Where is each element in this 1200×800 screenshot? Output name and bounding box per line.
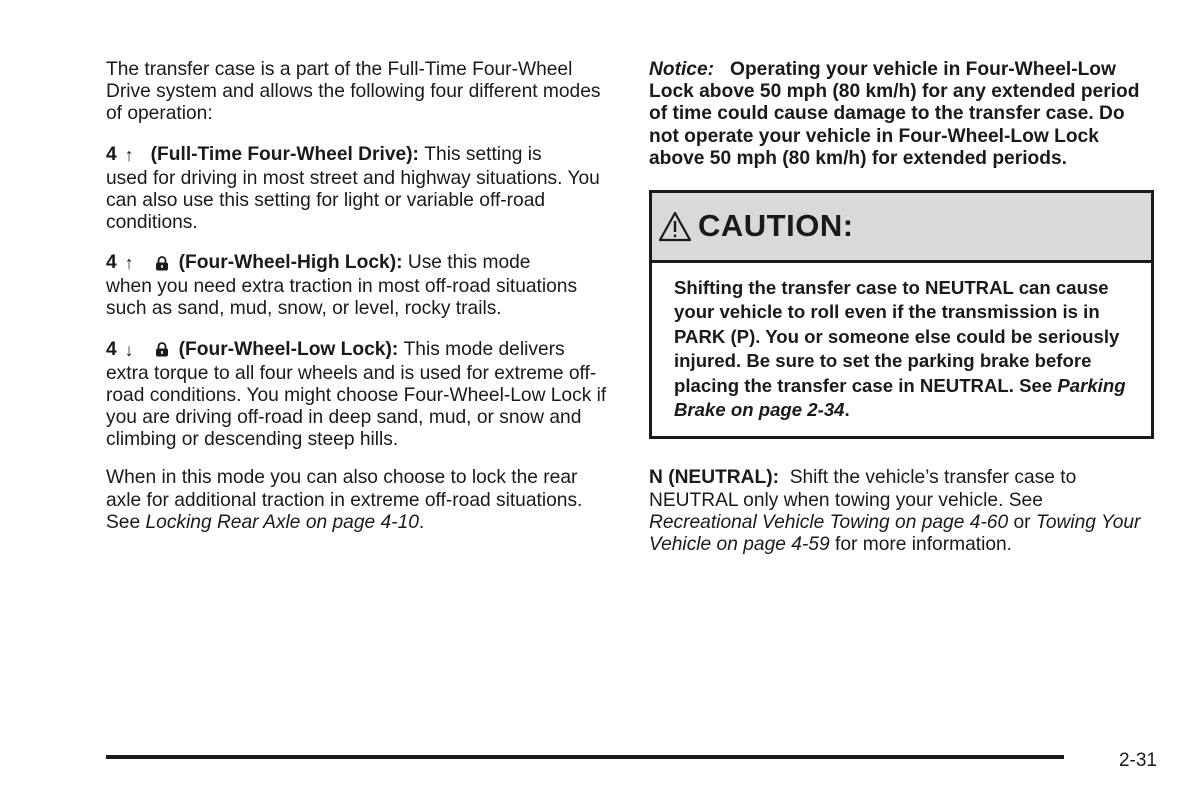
warning-triangle-icon [658,210,692,244]
right-column [649,59,1154,572]
caution-body [652,263,1151,436]
neutral-title: N (NEUTRAL): [649,467,780,489]
mode-first-line: Use this mode [407,252,531,274]
rv-towing-reference[interactable]: Recreational Vehicle Towing on page 4-60 [649,511,1009,533]
footer-rule [106,755,1064,759]
mode-title: (Four-Wheel-Low Lock): [178,338,399,360]
rear-axle-reference[interactable]: Locking Rear Axle on page 4-10 [145,511,419,533]
mode-description: used for driving in most street and highway situations. You can also use this setting for light or variable off-road conditions. [106,167,600,234]
mode-number: 4 [106,338,117,360]
lock-icon [155,342,169,357]
neutral-text: Shift the vehicle’s transfer case to NEUTRAL only when towing your vehicle. See [649,467,1077,511]
towing-vehicle-reference[interactable]: Towing Your Vehicle on page 4-59 [649,511,1141,556]
neutral-or: or [1013,511,1031,533]
mode-low-lock [106,337,611,452]
caution-end: . [844,399,850,421]
caution-text: Shifting the transfer case to NEUTRAL can cause your vehicle to roll even if the transmission is in PARK (P). You or someone else could be seriously injured. Be sure to set the parking brake before placing the transfer case in NEUTRAL. See [674,277,1120,396]
arrow-up-icon: ↑ [124,253,134,274]
lock-icon [155,256,169,271]
caution-box [649,190,1154,439]
notice-label: Notice: [649,59,715,80]
neutral-paragraph [649,467,1154,556]
mode-number: 4 [106,252,117,274]
mode-high-lock [106,250,611,320]
rear-axle-end: . [418,511,425,533]
notice-text: Operating your vehicle in Four-Wheel-Low Lock above 50 mph (80 km/h) for any extended period of time could cause damage to the transfer case. Do not operate your vehicle in Four-Wheel-Low Lock above 50 mph (80 km/h) for extended periods. [649,59,1140,169]
mode-full-time [106,142,611,235]
mode-first-line: This setting is [424,143,542,165]
caution-header [652,193,1151,263]
mode-first-line: This mode delivers [403,338,565,360]
mode-description: extra torque to all four wheels and is used for extreme off-road conditions. You might choose Four-Wheel-Low Lock if you are driving off-road in deep sand, mud, or snow and climbing or descending steep hills. [106,362,607,451]
arrow-down-icon: ↓ [124,339,134,360]
caution-reference[interactable]: Parking Brake on page 2-34 [674,374,1126,421]
mode-number: 4 [106,143,117,165]
mode-title: (Full-Time Four-Wheel Drive): [150,143,419,165]
mode-description: when you need extra traction in most off-road situations such as sand, mud, snow, or level, rocky trails. [106,276,578,320]
caution-title: CAUTION: [698,208,854,244]
intro-paragraph: The transfer case is a part of the Full-Time Four-Wheel Drive system and allows the following four different modes of operation: [106,59,601,125]
arrow-up-icon: ↑ [124,144,134,165]
neutral-end: for more information. [835,534,1013,556]
mode-title: (Four-Wheel-High Lock): [178,252,403,274]
rear-axle-paragraph [106,467,611,534]
rear-axle-text: When in this mode you can also choose to lock the rear axle for additional traction in extreme off-road situations. See [106,467,583,533]
left-column [106,59,611,550]
notice-paragraph [649,59,1154,170]
page-number: 2-31 [1118,750,1157,771]
